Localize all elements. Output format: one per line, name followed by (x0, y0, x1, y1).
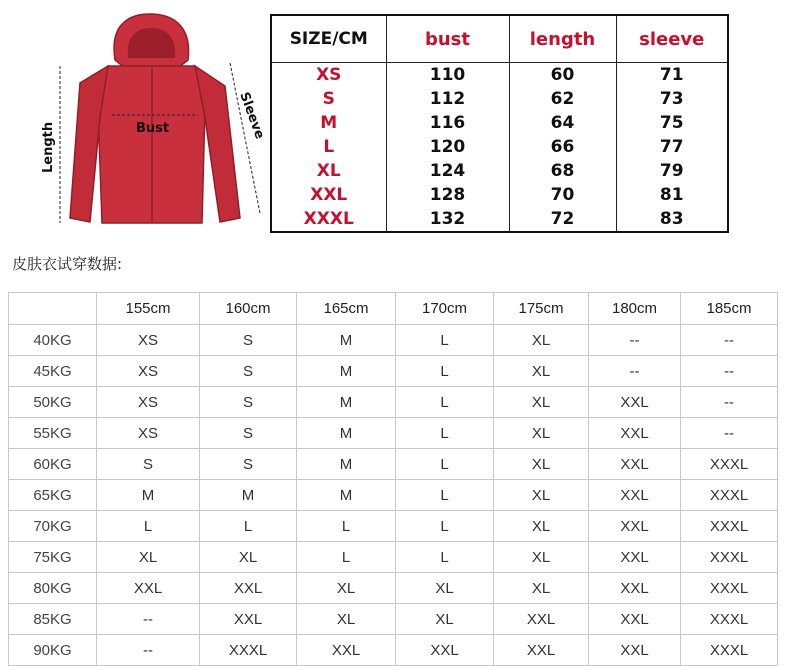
bust-cell: 128 (386, 183, 509, 207)
height-header: 165cm (297, 293, 396, 325)
recommended-size-cell: XXL (200, 573, 297, 604)
sleeve-cell: 75 (616, 111, 728, 135)
recommended-size-cell: S (200, 418, 297, 449)
size-cell: XXXL (271, 207, 386, 232)
bust-cell: 112 (386, 87, 509, 111)
sleeve-header: sleeve (616, 15, 728, 63)
recommended-size-cell: M (297, 387, 396, 418)
recommended-size-cell: L (200, 511, 297, 542)
recommended-size-cell: XXXL (200, 635, 297, 666)
recommended-size-cell: XL (494, 325, 589, 356)
recommended-size-cell: M (297, 356, 396, 387)
fit-row (9, 387, 778, 418)
size-row (271, 183, 728, 207)
height-header: 170cm (396, 293, 494, 325)
recommended-size-cell: XS (97, 356, 200, 387)
recommended-size-cell: L (97, 511, 200, 542)
recommended-size-cell: XXL (589, 573, 681, 604)
recommended-size-cell: XL (494, 573, 589, 604)
sleeve-cell: 77 (616, 135, 728, 159)
bust-cell: 110 (386, 63, 509, 88)
sleeve-cell: 71 (616, 63, 728, 88)
size-row (271, 135, 728, 159)
size-cell: XXL (271, 183, 386, 207)
length-cell: 64 (509, 111, 616, 135)
recommended-size-cell: XXL (297, 635, 396, 666)
fit-row (9, 480, 778, 511)
recommended-size-cell: S (200, 387, 297, 418)
recommended-size-cell: XXXL (681, 480, 778, 511)
weight-cell: 40KG (9, 325, 97, 356)
recommended-size-cell: XXL (589, 635, 681, 666)
recommended-size-cell: L (396, 542, 494, 573)
recommended-size-cell: XXL (589, 387, 681, 418)
height-header: 185cm (681, 293, 778, 325)
sleeve-cell: 73 (616, 87, 728, 111)
size-row (271, 63, 728, 88)
recommended-size-cell: XL (494, 418, 589, 449)
weight-cell: 55KG (9, 418, 97, 449)
recommended-size-cell: M (297, 325, 396, 356)
size-chart-table (270, 14, 729, 233)
recommended-size-cell: XXL (494, 635, 589, 666)
recommended-size-cell: M (297, 418, 396, 449)
recommended-size-cell: XL (97, 542, 200, 573)
jacket-diagram (30, 8, 280, 233)
weight-cell: 60KG (9, 449, 97, 480)
recommended-size-cell: XXL (396, 635, 494, 666)
recommended-size-cell: XS (97, 418, 200, 449)
bust-label: Bust (136, 121, 170, 136)
recommended-size-cell: XL (396, 573, 494, 604)
weight-cell: 65KG (9, 480, 97, 511)
recommended-size-cell: -- (589, 356, 681, 387)
recommended-size-cell: XL (494, 387, 589, 418)
recommended-size-cell: L (396, 387, 494, 418)
bust-cell: 124 (386, 159, 509, 183)
recommended-size-cell: L (396, 325, 494, 356)
recommended-size-cell: S (200, 449, 297, 480)
length-cell: 70 (509, 183, 616, 207)
recommended-size-cell: -- (97, 604, 200, 635)
sleeve-cell: 81 (616, 183, 728, 207)
recommended-size-cell: M (297, 449, 396, 480)
sleeve-cell: 83 (616, 207, 728, 232)
recommended-size-cell: L (396, 449, 494, 480)
height-header: 180cm (589, 293, 681, 325)
recommended-size-cell: XL (494, 449, 589, 480)
recommended-size-cell: XXL (589, 480, 681, 511)
recommended-size-cell: -- (681, 325, 778, 356)
weight-cell: 85KG (9, 604, 97, 635)
fit-row (9, 511, 778, 542)
fit-table-header (9, 293, 778, 325)
recommended-size-cell: -- (681, 387, 778, 418)
weight-cell: 70KG (9, 511, 97, 542)
bust-cell: 116 (386, 111, 509, 135)
recommended-size-cell: XXXL (681, 573, 778, 604)
recommended-size-cell: XXXL (681, 511, 778, 542)
recommended-size-cell: -- (681, 356, 778, 387)
size-cell: XS (271, 63, 386, 88)
length-cell: 60 (509, 63, 616, 88)
recommended-size-cell: XXL (589, 604, 681, 635)
recommended-size-cell: M (200, 480, 297, 511)
size-cell: S (271, 87, 386, 111)
corner-cell (9, 293, 97, 325)
length-label: Length (41, 121, 56, 173)
length-cell: 62 (509, 87, 616, 111)
weight-cell: 45KG (9, 356, 97, 387)
recommended-size-cell: XXXL (681, 604, 778, 635)
recommended-size-cell: S (200, 356, 297, 387)
size-cell: M (271, 111, 386, 135)
recommended-size-cell: XXL (589, 418, 681, 449)
fit-row (9, 573, 778, 604)
fit-row (9, 604, 778, 635)
size-header: SIZE/CM (271, 15, 386, 63)
recommended-size-cell: XS (97, 325, 200, 356)
recommended-size-cell: XXXL (681, 449, 778, 480)
recommended-size-cell: XXL (589, 511, 681, 542)
recommended-size-cell: M (97, 480, 200, 511)
recommended-size-cell: L (396, 480, 494, 511)
weight-cell: 90KG (9, 635, 97, 666)
recommended-size-cell: XXL (200, 604, 297, 635)
recommended-size-cell: XXXL (681, 542, 778, 573)
recommended-size-cell: XL (396, 604, 494, 635)
bust-cell: 120 (386, 135, 509, 159)
recommended-size-cell: XS (97, 387, 200, 418)
fit-row (9, 356, 778, 387)
height-header: 160cm (200, 293, 297, 325)
recommended-size-cell: L (396, 418, 494, 449)
size-cell: XL (271, 159, 386, 183)
recommended-size-cell: XL (200, 542, 297, 573)
fit-row (9, 635, 778, 666)
size-cell: L (271, 135, 386, 159)
recommended-size-cell: L (396, 356, 494, 387)
weight-cell: 75KG (9, 542, 97, 573)
recommended-size-cell: XXL (97, 573, 200, 604)
recommended-size-cell: S (97, 449, 200, 480)
size-row (271, 87, 728, 111)
sleeve-label: Sleeve (236, 90, 268, 142)
height-header: 175cm (494, 293, 589, 325)
fit-row (9, 418, 778, 449)
recommended-size-cell: -- (681, 418, 778, 449)
recommended-size-cell: L (297, 542, 396, 573)
recommended-size-cell: -- (97, 635, 200, 666)
size-chart-header (271, 15, 728, 63)
size-row (271, 159, 728, 183)
bust-header: bust (386, 15, 509, 63)
recommended-size-cell: L (297, 511, 396, 542)
weight-cell: 50KG (9, 387, 97, 418)
fit-data-heading: 皮肤衣试穿数据: (12, 255, 123, 273)
recommended-size-cell: XXL (494, 604, 589, 635)
sleeve-cell: 79 (616, 159, 728, 183)
length-cell: 68 (509, 159, 616, 183)
length-cell: 72 (509, 207, 616, 232)
recommended-size-cell: XL (494, 480, 589, 511)
weight-cell: 80KG (9, 573, 97, 604)
recommended-size-cell: -- (589, 325, 681, 356)
recommended-size-cell: XXXL (681, 635, 778, 666)
recommended-size-cell: XL (297, 573, 396, 604)
fit-data-table (8, 292, 778, 666)
recommended-size-cell: L (396, 511, 494, 542)
bust-cell: 132 (386, 207, 509, 232)
recommended-size-cell: XXL (589, 542, 681, 573)
fit-row (9, 449, 778, 480)
size-row (271, 207, 728, 232)
fit-row (9, 542, 778, 573)
recommended-size-cell: XL (494, 356, 589, 387)
size-row (271, 111, 728, 135)
length-header: length (509, 15, 616, 63)
recommended-size-cell: XL (494, 542, 589, 573)
recommended-size-cell: XL (297, 604, 396, 635)
recommended-size-cell: S (200, 325, 297, 356)
recommended-size-cell: M (297, 480, 396, 511)
recommended-size-cell: XL (494, 511, 589, 542)
recommended-size-cell: XXL (589, 449, 681, 480)
length-cell: 66 (509, 135, 616, 159)
height-header: 155cm (97, 293, 200, 325)
fit-row (9, 325, 778, 356)
